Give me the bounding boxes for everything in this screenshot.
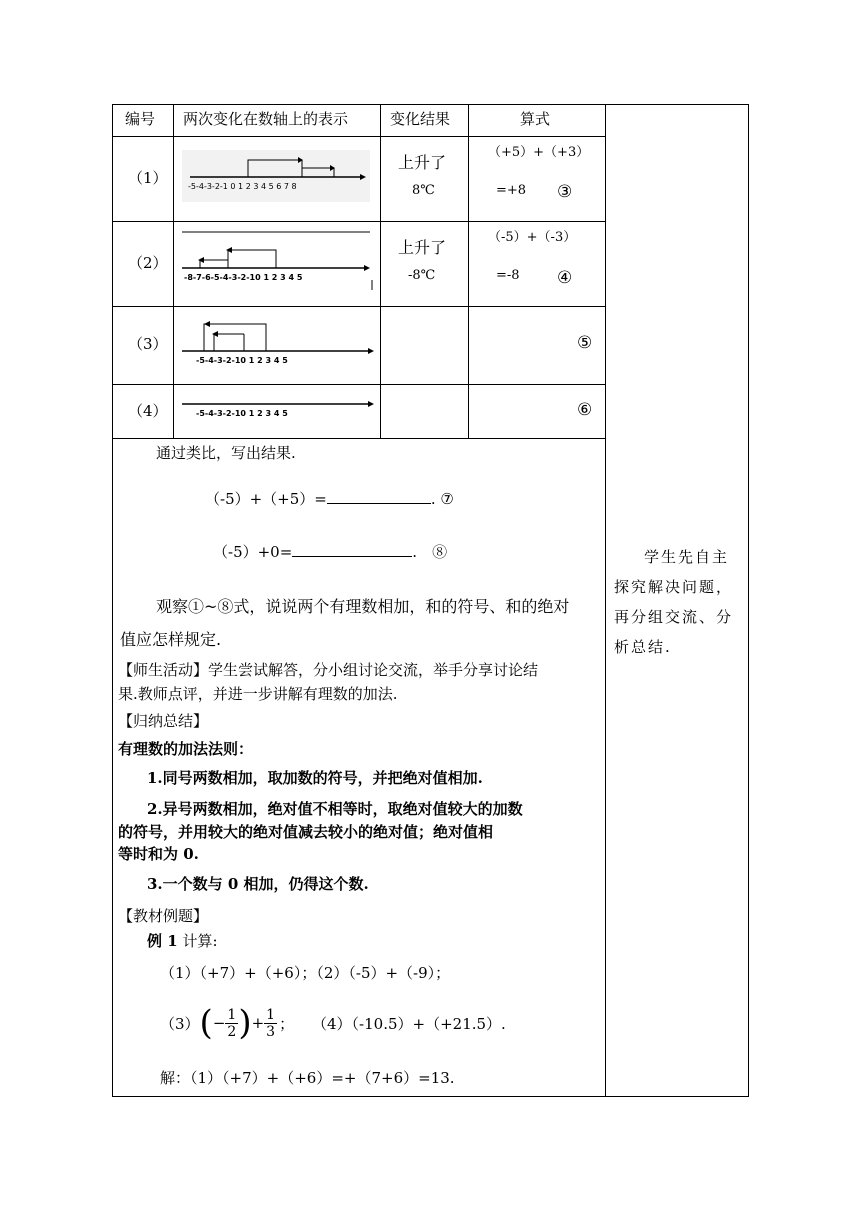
- fraction-2-numerator: 1: [266, 1006, 276, 1023]
- equation-7-left: （-5）+（+5）=: [205, 490, 327, 508]
- row2-mark: ④: [557, 268, 573, 288]
- equation-8-mark: . ⑧: [412, 543, 448, 561]
- answer-blank-7[interactable]: [327, 503, 431, 504]
- header-id: 编号: [125, 110, 156, 128]
- row2-divider: [112, 306, 606, 307]
- fraction-2-denominator: 3: [266, 1023, 276, 1040]
- row1-number-line: [182, 150, 370, 202]
- row3-id: （3）: [128, 335, 168, 353]
- row1-divider: [112, 221, 606, 222]
- col3-divider: [468, 104, 469, 439]
- equation-8-left: （-5）+0=: [213, 543, 293, 561]
- example-label: 例 1: [147, 932, 178, 950]
- left-paren: (: [199, 1003, 213, 1043]
- minus-sign: −: [212, 1014, 226, 1032]
- rule-2-line2: 的符号，并用较大的绝对值减去较小的绝对值；绝对值相: [118, 823, 494, 841]
- equation-7-mark: . ⑦: [430, 490, 454, 508]
- row2-formula-line2: =-8: [496, 268, 520, 283]
- row1-id: （1）: [128, 169, 168, 187]
- row3-mark: ⑤: [577, 333, 593, 353]
- fraction-one-half: [225, 1007, 238, 1040]
- header-row-divider: [112, 136, 606, 137]
- row1-formula-line2: =+8: [496, 183, 527, 198]
- observe-line2: 值应怎样规定.: [120, 630, 222, 649]
- example-3-prefix: （3）: [160, 1014, 200, 1033]
- row4-axis-labels: -5-4-3-2-10 1 2 3 4 5: [196, 409, 288, 418]
- row4-mark: ⑥: [577, 400, 593, 420]
- row4-divider: [112, 438, 606, 439]
- row2-number-line: [180, 228, 376, 292]
- example-title: [147, 930, 218, 951]
- row1-result-line1: 上升了: [398, 153, 447, 172]
- header-result: 变化结果: [390, 110, 451, 128]
- example-heading: 【教材例题】: [118, 907, 209, 925]
- col1-divider: [173, 104, 174, 439]
- fraction-1-denominator: 2: [227, 1023, 237, 1040]
- fraction-group: [200, 1003, 278, 1043]
- fraction-one-third: [264, 1007, 277, 1040]
- row3-axis-labels: -5-4-3-2-10 1 2 3 4 5: [196, 356, 288, 365]
- row1-result-line2: 8℃: [412, 183, 435, 198]
- table-bottom-border: [112, 1096, 749, 1097]
- example-line3: [160, 1000, 294, 1046]
- example-line1: （1）（+7）+（+6）；（2）（-5）+（-9）；: [160, 964, 451, 982]
- row1-mark: ③: [557, 182, 573, 202]
- row4-id: （4）: [128, 402, 168, 420]
- example-task: 计算:: [177, 932, 218, 950]
- row2-formula-line1: （-5）+（-3）: [488, 230, 577, 245]
- side-column-divider: [605, 104, 606, 1097]
- rule-3: 3.一个数与 0 相加，仍得这个数.: [147, 875, 369, 893]
- row4-number-line: [180, 396, 376, 428]
- table-left-border: [112, 104, 113, 1097]
- plus-sign: +: [251, 1014, 265, 1032]
- col2-divider: [380, 104, 381, 439]
- table-right-border: [748, 104, 749, 1097]
- row2-axis-labels: -8-7-6-5-4-3-2-10 1 2 3 4 5: [184, 273, 303, 282]
- row2-result-line1: 上升了: [398, 238, 447, 257]
- equation-8: [213, 541, 447, 562]
- analogy-intro: 通过类比，写出结果.: [156, 444, 296, 462]
- example-line4: （4）（-10.5）+（+21.5）.: [312, 1015, 506, 1033]
- row3-divider: [112, 384, 606, 385]
- observe-line1: 观察①~⑧式，说说两个有理数相加，和的符号、和的绝对: [156, 597, 570, 616]
- fraction-1-numerator: 1: [227, 1006, 237, 1023]
- summary-heading: 【归纳总结】: [118, 712, 209, 730]
- example-3-suffix: ；: [279, 1014, 295, 1033]
- rule-title: 有理数的加法法则：: [118, 740, 254, 758]
- header-formula: 算式: [520, 110, 551, 128]
- equation-7: [205, 488, 454, 509]
- row2-id: （2）: [128, 254, 168, 272]
- row1-axis-labels: -5-4-3-2-1 0 1 2 3 4 5 6 7 8: [188, 182, 297, 191]
- answer-blank-8[interactable]: [292, 556, 412, 557]
- solution: 解：（1）（+7）+（+6）=+（7+6）=13.: [160, 1069, 455, 1087]
- rule-1: 1.同号两数相加，取加数的符号，并把绝对值相加.: [147, 769, 483, 787]
- row1-formula-line1: （+5）+（+3）: [488, 145, 590, 160]
- rule-2-line3: 等时和为 0.: [118, 845, 199, 863]
- right-paren: ): [238, 1003, 252, 1043]
- table-top-border: [112, 104, 749, 105]
- side-note: 学生先自主探究解决问题，再分组交流、分析总结.: [614, 548, 734, 656]
- rule-2-line1: 2.异号两数相加，绝对值不相等时，取绝对值较大的加数: [147, 800, 523, 818]
- row3-number-line: [180, 316, 376, 372]
- activity-line2: 果.教师点评，并进一步讲解有理数的加法.: [118, 685, 398, 703]
- header-number-line: 两次变化在数轴上的表示: [183, 110, 349, 128]
- activity-line1: 【师生活动】学生尝试解答，分小组讨论交流，举手分享讨论结: [118, 661, 539, 679]
- row2-result-line2: -8℃: [408, 268, 436, 283]
